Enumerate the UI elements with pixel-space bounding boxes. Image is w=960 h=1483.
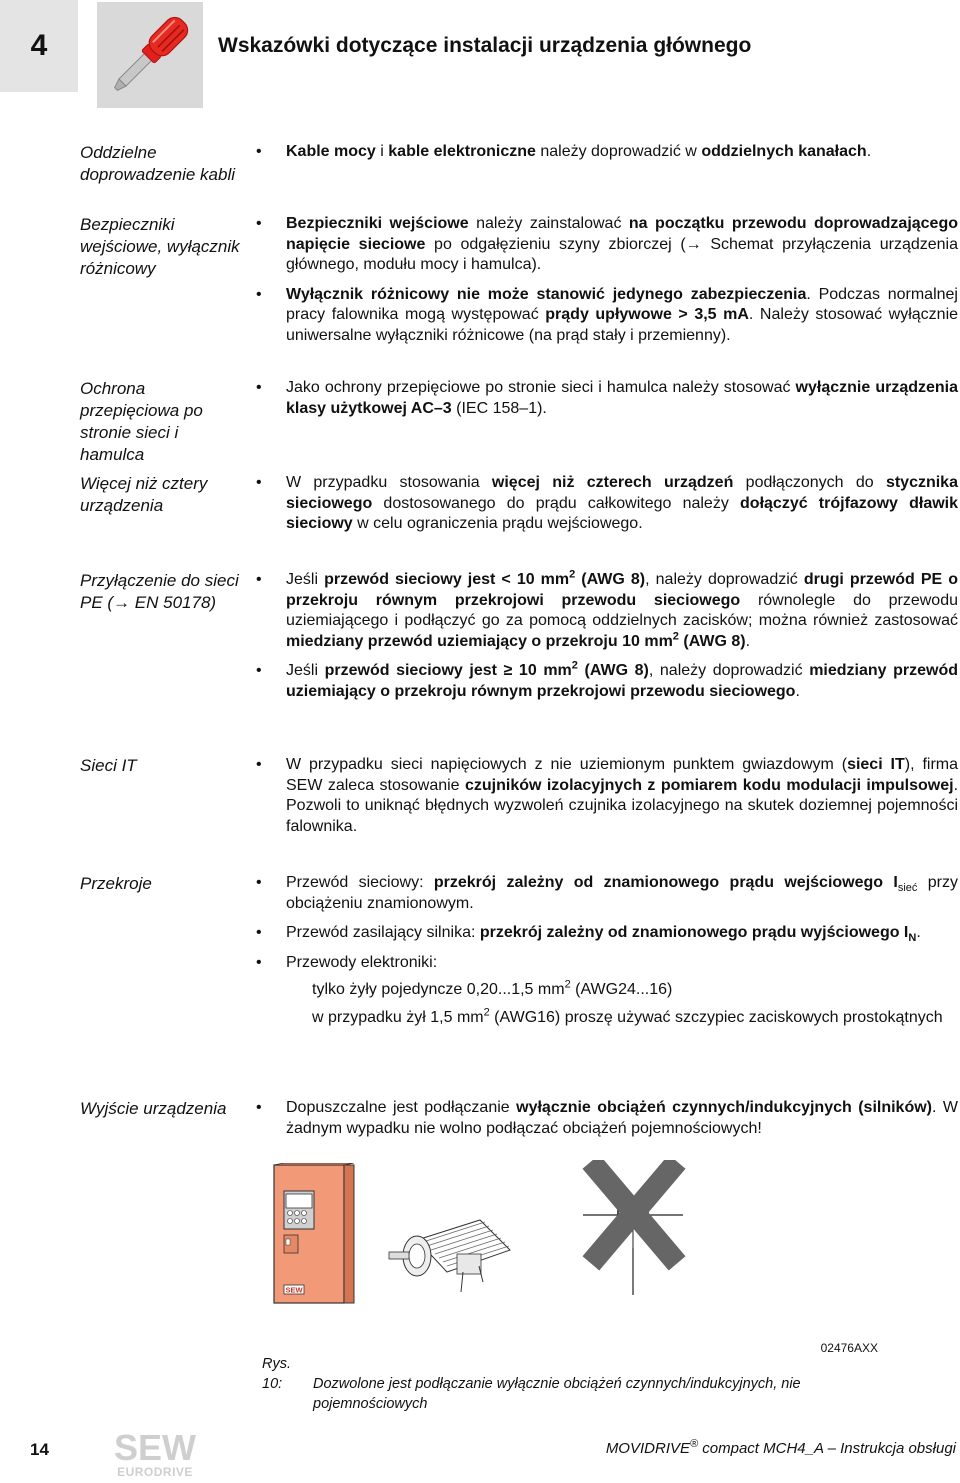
it-content: [286, 755, 958, 837]
list-item: • W przypadku stosowania więcej niż czterech urządzeń podłączonych do stycznika sieciowego dostosowanego do prądu całkowitego należy dołączyć trójfazowy dławik sieciowy w celu ograniczenia prądu wejściowego.: [286, 473, 958, 535]
fuses-content: [286, 214, 958, 346]
list-item: • W przypadku sieci napięciowych z nie uziemionym punktem gwiazdowym (sieci IT), firma SEW zaleca stosowanie czujników izolacyjnych z pomiarem kodu modulacji impulsowej. Pozwoli to uniknąć błędnych wyzwoleń czujnika izolacyjnego na skutek doziemnej pojemności falownika.: [286, 755, 958, 837]
sidebar-heading-text: Sieci IT: [80, 756, 137, 775]
list-item: • Dopuszczalne jest podłączanie wyłącznie obciążeń czynnych/indukcyjnych (silników). W żadnym wypadku nie wolno podłączać obciążeń pojemnościowych!: [286, 1098, 958, 1139]
sidebar-heading-text: Ochrona przepięciowa po stronie sieci i hamulca: [80, 379, 203, 464]
figure-caption-label: Rys. 10:: [262, 1356, 291, 1392]
list-item: • Jeśli przewód sieciowy jest < 10 $mm^2$ (AWG 8), należy doprowadzić drugi przewód PE o przekroju równym przekrojowi przewodu sieciowego równolegle do przewodu uziemiającego i podłączyć go za pomocą oddzielnych zacisków; można również zastosować miedziany przewód uziemiający o przekroju 10 $mm^2$ (AWG 8).: [286, 570, 958, 652]
chapter-number: [0, 0, 78, 92]
sub-list-item: w przypadku żył 1,5 $mm^2$ (AWG16) proszę używać szczypiec zaciskowych prostokątnych: [312, 1006, 943, 1026]
figure-caption-line2: pojemnościowych: [313, 1396, 428, 1412]
pe-content: [286, 570, 958, 702]
surge-content: [286, 378, 958, 419]
cross-content: [286, 873, 958, 1028]
capacitor-prohibited-illustration: [578, 1160, 688, 1305]
sidebar-heading-cross: [80, 873, 240, 895]
sidebar-heading-text: Bezpieczniki wejściowe, wyłącznik różnicowy: [80, 215, 240, 278]
page-title: Wskazówki dotyczące instalacji urządzenia głównego: [218, 34, 752, 57]
figure-caption: [262, 1354, 902, 1414]
sidebar-heading-fuses: [80, 214, 240, 280]
chapter-number-text: 4: [30, 29, 48, 62]
output-content: [286, 1098, 958, 1139]
sidebar-heading-text: Wyjście urządzenia: [80, 1099, 227, 1118]
sidebar-heading-text: Więcej niż cztery urządzenia: [80, 474, 208, 515]
inverter-illustration: [262, 1163, 357, 1318]
screwdriver-icon-box: [97, 2, 203, 108]
sidebar-heading-text: Przekroje: [80, 874, 152, 893]
sidebar-heading-it: [80, 755, 240, 777]
document-title: [606, 1440, 956, 1457]
multi-content: [286, 473, 958, 535]
page-number: 14: [30, 1440, 49, 1459]
registered-mark: ®: [690, 1438, 699, 1450]
figure-caption-line1: Dozwolone jest podłączanie wyłącznie obciążeń czynnych/indukcyjnych, nie: [313, 1376, 801, 1392]
cables-content: [286, 142, 958, 163]
motor-illustration: [385, 1210, 525, 1305]
sidebar-heading-text: Przyłączenie do sieci PE (→ EN 50178): [80, 571, 239, 612]
sidebar-heading-surge: [80, 378, 240, 466]
list-item: • Jako ochrony przepięciowe po stronie sieci i hamulca należy stosować wyłącznie urządzenia klasy użytkowej AC–3 (IEC 158–1).: [286, 378, 958, 419]
inverter-logo: SEW: [285, 1285, 303, 1295]
sidebar-heading-multi: [80, 473, 240, 517]
document-subtitle: compact MCH4_A – Instrukcja obsługi: [698, 1440, 956, 1457]
screwdriver-icon: [97, 2, 203, 108]
figure-number: 02476AXX: [820, 1341, 878, 1355]
sub-list-item: tylko żyły pojedyncze 0,20...1,5 $mm^2$ (AWG24...16): [312, 978, 673, 998]
list-item: • Przewody elektroniki:: [286, 953, 958, 974]
sew-eurodrive-logo: [103, 1430, 213, 1483]
footer-logo-bottom: EURODRIVE: [117, 1465, 193, 1478]
list-item: • Jeśli przewód sieciowy jest ≥ 10 $mm^2$ (AWG 8), należy doprowadzić miedziany przewód uziemiający o przekroju równym przekrojowi przewodu sieciowego.: [286, 661, 958, 702]
sidebar-heading-cables: [80, 142, 240, 186]
sidebar-heading-output: [80, 1098, 240, 1120]
footer-logo-top: SEW: [113, 1430, 197, 1468]
document-brand: MOVIDRIVE: [605, 1440, 690, 1457]
list-item: • Bezpieczniki wejściowe należy zainstalować na początku przewodu doprowadzającego napięcie sieciowe po odgałęzieniu szyny zbiorczej (→ Schemat przyłączenia urządzenia głównego, modułu mocy i hamulca).: [286, 214, 958, 276]
list-item: • Przewód sieciowy: przekrój zależny od znamionowego prądu wejściowego $I_{sieć}$ przy obciążeniu znamionowym.: [286, 873, 958, 914]
sidebar-heading-pe: [80, 570, 240, 614]
list-item: • Przewód zasilający silnika: przekrój zależny od znamionowego prądu wyjściowego $I_N$.: [286, 923, 958, 944]
sidebar-heading-text: Oddzielne doprowadzenie kabli: [80, 143, 235, 184]
list-item: • Wyłącznik różnicowy nie może stanowić jedynego zabezpieczenia. Podczas normalnej pracy falownika mogą występować prądy upływowe > 3,5 mA. Należy stosować wyłącznie uniwersalne wyłączniki różnicowe (na prąd stały i przemienny).: [286, 285, 958, 347]
list-item: • Kable mocy i kable elektroniczne należy doprowadzić w oddzielnych kanałach.: [286, 142, 958, 163]
